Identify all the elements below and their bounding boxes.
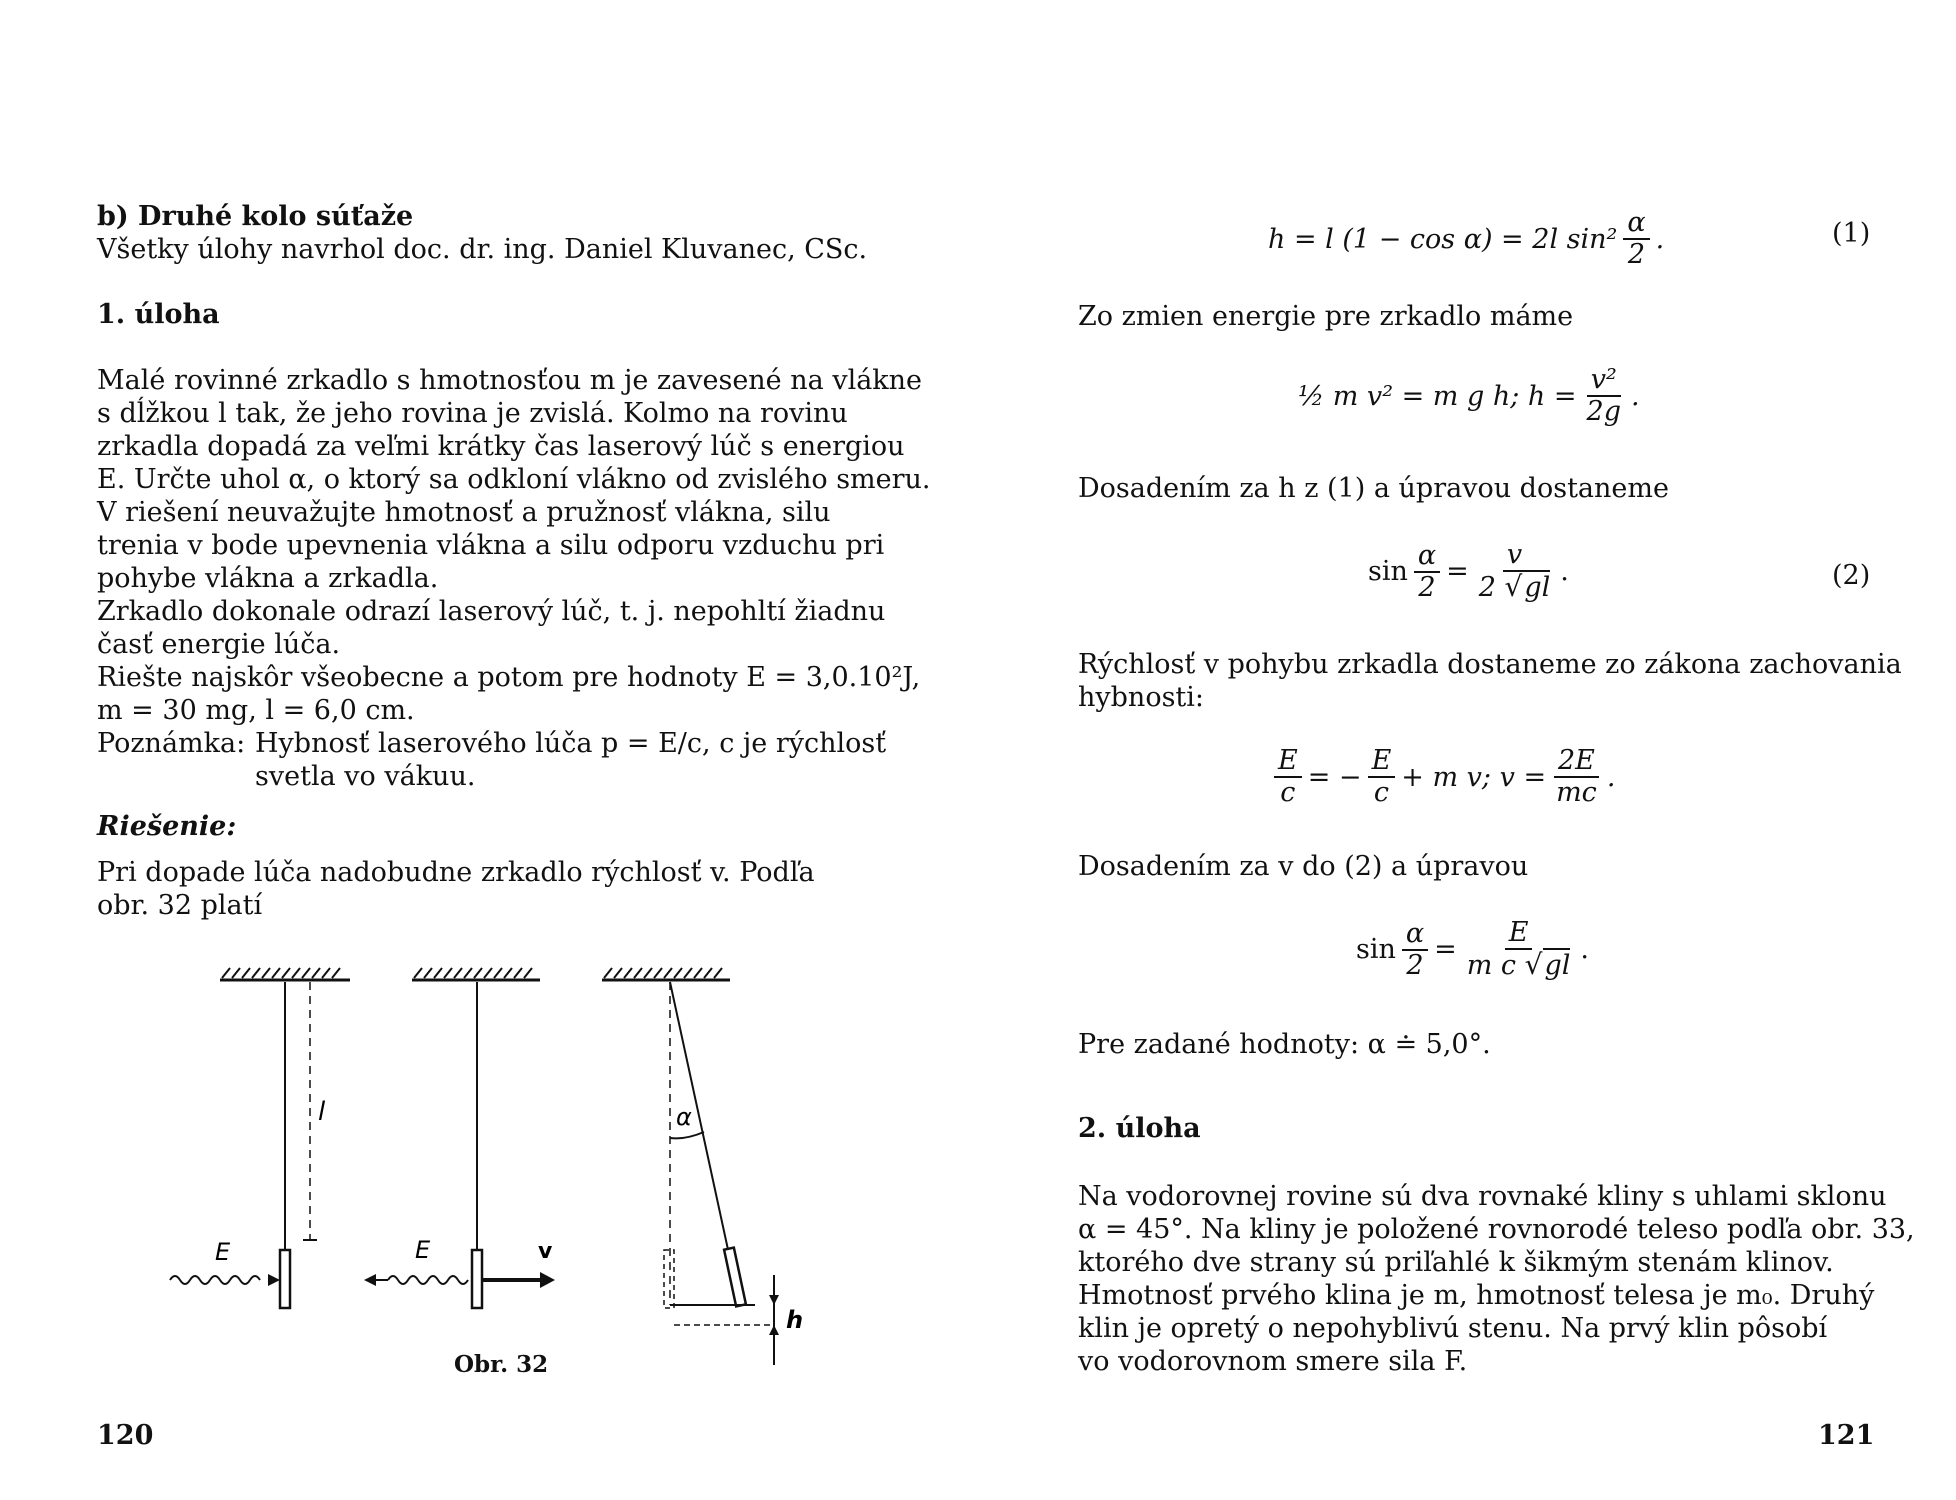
task1-line: pohybe vlákna a zrkadla. — [97, 563, 439, 594]
label-E2: E — [415, 1236, 431, 1264]
label-v: v — [538, 1239, 553, 1264]
note-label: Poznámka: — [97, 728, 246, 759]
task2-line: ktorého dve strany sú priľahlé k šikmým stenám klinov. — [1078, 1247, 1834, 1278]
figure-32 — [160, 960, 804, 1380]
eq-energy-num: v² — [1587, 365, 1621, 397]
eq3-tail: . — [1580, 934, 1590, 965]
eq3-frac1-num: α — [1402, 919, 1428, 951]
eq2-sin: sin — [1368, 556, 1408, 587]
eq2-frac1-num: α — [1414, 541, 1440, 573]
ceiling-3 — [602, 968, 730, 980]
eqm-f3-den: mc — [1556, 777, 1597, 808]
ceiling-1 — [220, 968, 350, 980]
eq1-tail: . — [1655, 223, 1665, 255]
eq2-frac2-den: 2 √gl — [1478, 570, 1551, 603]
text-momentum-line: Rýchlosť v pohybu zrkadla dostaneme zo zákona zachovania — [1078, 649, 1902, 680]
task2-line: Na vodorovnej rovine sú dva rovnaké kliny s uhlami sklonu — [1078, 1181, 1887, 1212]
task1-line: Riešte najskôr všeobecne a potom pre hodnoty E = 3,0.10²J, — [97, 662, 921, 693]
solution-line: Pri dopade lúča nadobudne zrkadlo rýchlosť v. Podľa — [97, 857, 815, 888]
note-line: Hybnosť laserového lúča p = E/c, c je rýchlosť — [255, 728, 887, 759]
eqm-f1-den: c — [1280, 777, 1296, 808]
eq2-den-coef: 2 — [1478, 572, 1496, 603]
task2-line: α = 45°. Na kliny je položené rovnorodé teleso podľa obr. 33, — [1078, 1214, 1915, 1245]
task1-line: zrkadla dopadá za veľmi krátky čas laserový lúč s energiou — [97, 431, 905, 462]
task1-line: trenia v bode upevnenia vlákna a silu odporu vzduchu pri — [97, 530, 885, 561]
task1-line: časť energie lúča. — [97, 629, 341, 660]
eq1-frac-num: α — [1623, 208, 1649, 240]
right-page — [978, 0, 1956, 1500]
eq2-den-root: gl — [1524, 572, 1551, 603]
equation-3 — [1356, 918, 1589, 981]
eq-energy-lhs: ½ m v² = m g h; h = — [1298, 380, 1577, 412]
page-number-right: 121 — [1818, 1420, 1875, 1451]
eq3-frac2-num: E — [1505, 918, 1533, 950]
eq1-lhs: h = l (1 − cos α) = 2l sin² — [1268, 223, 1618, 255]
task1-line: E. Určte uhol α, o ktorý sa odkloní vlákno od zvislého smeru. — [97, 464, 931, 495]
mirror-2 — [472, 1250, 482, 1308]
task2-title: 2. úloha — [1078, 1113, 1201, 1144]
eq2-frac2-num: v — [1503, 540, 1526, 572]
equation-number-2: (2) — [1832, 560, 1871, 591]
task1-line: V riešení neuvažujte hmotnosť a pružnosť vlákna, silu — [97, 497, 831, 528]
ceiling-2 — [412, 968, 540, 980]
eqm-tail: . — [1606, 761, 1616, 793]
equation-2 — [1368, 540, 1569, 603]
result-line: Pre zadané hodnoty: α ≐ 5,0°. — [1078, 1029, 1491, 1060]
task1-line: s dĺžkou l tak, že jeho rovina je zvislá. Kolmo na rovinu — [97, 398, 848, 429]
task1-line: Malé rovinné zrkadlo s hmotnosťou m je zavesené na vlákne — [97, 365, 923, 396]
eqm-equals: = − — [1307, 761, 1362, 793]
note-line: svetla vo vákuu. — [255, 761, 476, 792]
eq3-den-coef: m c — [1466, 950, 1517, 981]
eq2-tail: . — [1560, 556, 1569, 587]
equation-energy — [1298, 365, 1640, 427]
text-energy: Zo zmien energie pre zrkadlo máme — [1078, 301, 1574, 332]
task2-line: klin je opretý o nepohyblivú stenu. Na prvý klin pôsobí — [1078, 1313, 1828, 1344]
equation-momentum — [1268, 746, 1615, 808]
page-number-left: 120 — [97, 1420, 154, 1451]
laser-wave-2 — [388, 1276, 468, 1284]
eq3-frac2-den: m c √gl — [1466, 948, 1571, 981]
eq3-frac1-den: 2 — [1406, 949, 1424, 981]
eq1-frac-den: 2 — [1627, 239, 1646, 270]
laser-wave-1 — [170, 1276, 260, 1284]
label-h: h — [786, 1306, 804, 1334]
mirror-1 — [280, 1250, 290, 1308]
task2-line: Hmotnosť prvého klina je m, hmotnosť telesa je m₀. Druhý — [1078, 1280, 1875, 1311]
eq-energy-tail: . — [1631, 380, 1640, 412]
task1-line: Zrkadlo dokonale odrazí laserový lúč, t. j. nepohltí žiadnu — [97, 596, 886, 627]
eq3-equals: = — [1434, 934, 1457, 965]
solution-line: obr. 32 platí — [97, 890, 263, 921]
task1-title: 1. úloha — [97, 299, 220, 330]
eqm-f3-num: 2E — [1554, 746, 1599, 778]
angle-arc — [670, 1132, 704, 1138]
section-title: b) Druhé kolo súťaže — [97, 201, 414, 232]
eqm-f2-den: c — [1373, 777, 1389, 808]
eqm-mid: + m v; v = — [1401, 761, 1547, 793]
author-line: Všetky úlohy navrhol doc. dr. ing. Daniel Kluvanec, CSc. — [97, 234, 868, 265]
equation-number-1: (1) — [1832, 218, 1871, 249]
figure-caption: Obr. 32 — [454, 1351, 549, 1378]
task2-line: vo vodorovnom smere sila F. — [1078, 1346, 1468, 1377]
text-substitution-v: Dosadením za v do (2) a úpravou — [1078, 851, 1529, 882]
eq2-equals: = — [1446, 556, 1469, 587]
text-momentum-line: hybnosti: — [1078, 682, 1205, 713]
label-alpha: α — [676, 1103, 692, 1131]
eqm-f1-num: E — [1274, 746, 1302, 778]
eqm-f2-num: E — [1368, 746, 1396, 778]
solution-label: Riešenie: — [97, 811, 237, 842]
mirror-3-initial — [664, 1250, 674, 1308]
text-substitution: Dosadením za h z (1) a úpravou dostaneme — [1078, 473, 1669, 504]
eq3-sin: sin — [1356, 934, 1396, 965]
eq3-den-root: gl — [1544, 950, 1571, 981]
task1-line: m = 30 mg, l = 6,0 cm. — [97, 695, 415, 726]
eq-energy-den: 2g — [1586, 396, 1621, 427]
label-l: l — [318, 1097, 326, 1127]
eq2-frac1-den: 2 — [1418, 571, 1436, 603]
equation-1 — [1268, 208, 1664, 270]
label-E1: E — [215, 1238, 231, 1266]
mirror-3-deflected — [724, 1248, 746, 1307]
